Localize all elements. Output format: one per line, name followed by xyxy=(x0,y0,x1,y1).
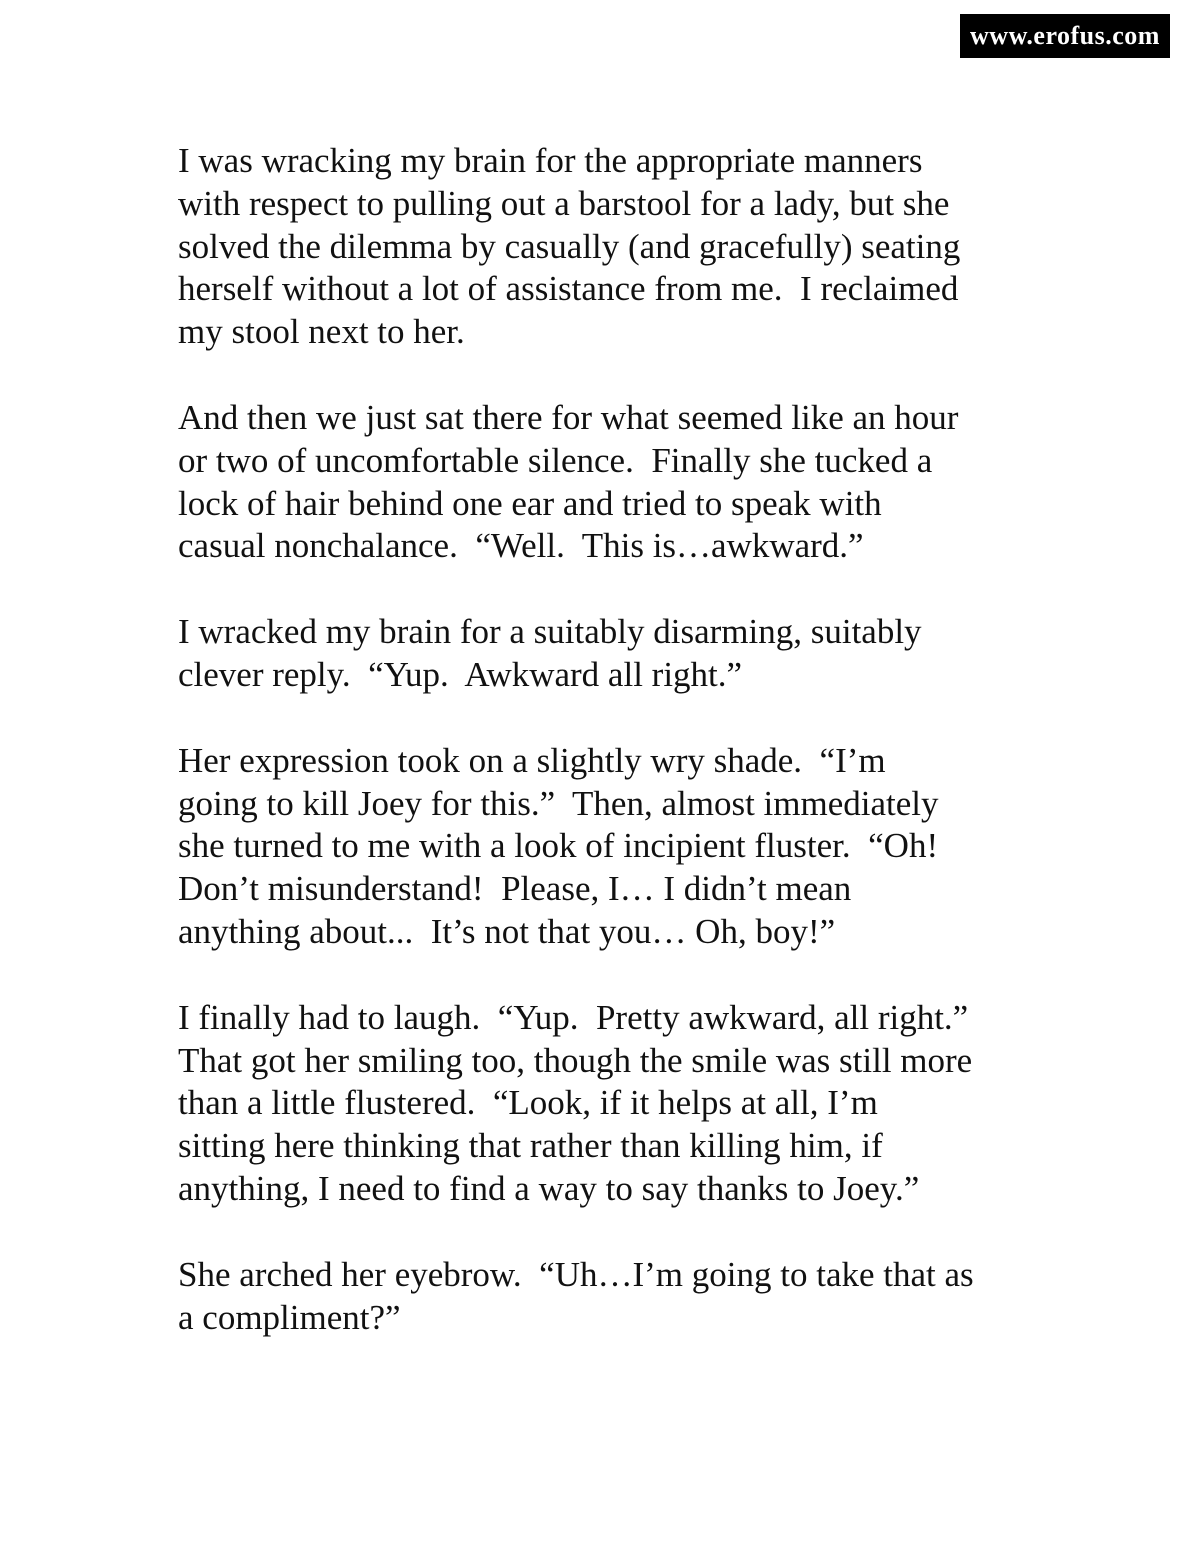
text-line: lock of hair behind one ear and tried to speak with xyxy=(178,483,882,523)
text-line: clever reply. “Yup. Awkward all right.” xyxy=(178,654,743,694)
text-line: she turned to me with a look of incipient fluster. “Oh! xyxy=(178,826,939,866)
text-line: my stool next to her. xyxy=(178,312,465,352)
text-line: And then we just sat there for what seemed like an hour xyxy=(178,397,959,437)
text-line: sitting here thinking that rather than killing him, if xyxy=(178,1126,883,1166)
text-line: That got her smiling too, though the smile was still more xyxy=(178,1040,973,1080)
text-line: going to kill Joey for this.” Then, almost immediately xyxy=(178,783,939,823)
text-line: or two of uncomfortable silence. Finally she tucked a xyxy=(178,440,933,480)
text-line: anything, I need to find a way to say thanks to Joey.” xyxy=(178,1168,920,1208)
paragraph-6 xyxy=(178,1254,1058,1340)
text-line: than a little flustered. “Look, if it helps at all, I’m xyxy=(178,1083,878,1123)
text-line: casual nonchalance. “Well. This is…awkward.” xyxy=(178,526,864,566)
text-line: herself without a lot of assistance from me. I reclaimed xyxy=(178,269,959,309)
text-line: I wracked my brain for a suitably disarming, suitably xyxy=(178,612,922,652)
paragraph-2 xyxy=(178,397,1058,568)
text-line: with respect to pulling out a barstool for a lady, but she xyxy=(178,183,950,223)
text-line: anything about... It’s not that you… Oh, boy!” xyxy=(178,911,836,951)
text-line: solved the dilemma by casually (and gracefully) seating xyxy=(178,226,961,266)
watermark-badge xyxy=(960,14,1170,58)
text-line: Don’t misunderstand! Please, I… I didn’t mean xyxy=(178,869,852,909)
paragraph-4 xyxy=(178,740,1058,954)
text-line: I was wracking my brain for the appropriate manners xyxy=(178,141,923,180)
text-line: Her expression took on a slightly wry shade. “I’m xyxy=(178,740,886,780)
story-page xyxy=(178,140,1058,1382)
paragraph-5 xyxy=(178,997,1058,1211)
text-line: She arched her eyebrow. “Uh…I’m going to take that as xyxy=(178,1254,974,1294)
text-line: a compliment?” xyxy=(178,1297,401,1337)
watermark-text: www.erofus.com xyxy=(970,21,1160,50)
paragraph-1 xyxy=(178,140,1058,354)
text-line: I finally had to laugh. “Yup. Pretty awkward, all right.” xyxy=(178,997,969,1037)
paragraph-3 xyxy=(178,611,1058,697)
